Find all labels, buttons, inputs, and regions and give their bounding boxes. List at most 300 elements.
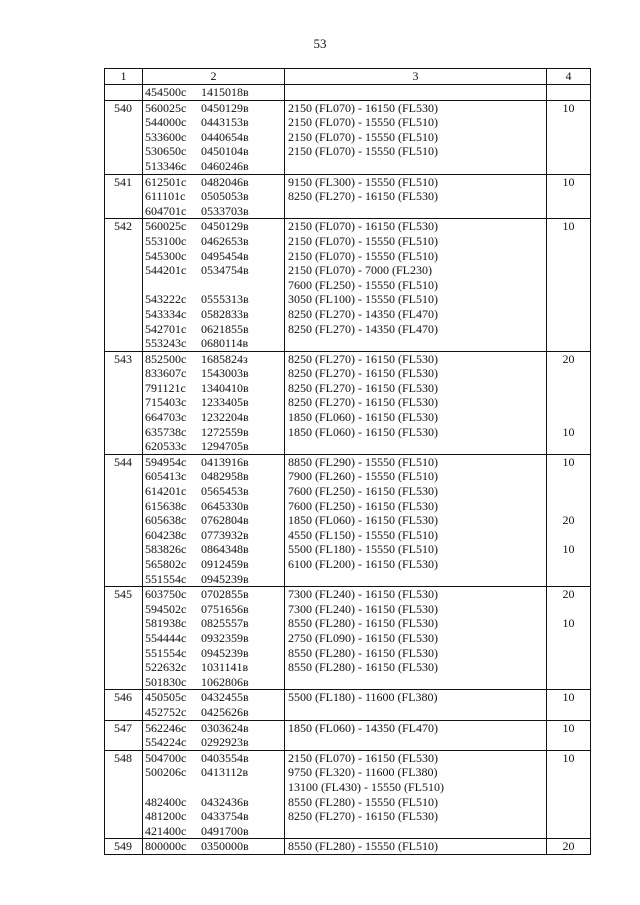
latitude-code: 551554c bbox=[145, 571, 187, 586]
altitude-range-cell bbox=[285, 587, 547, 690]
latitude-code: 554224c bbox=[145, 735, 187, 750]
value bbox=[547, 572, 590, 587]
latitude-code: 513346c bbox=[145, 158, 187, 173]
coordinate-line bbox=[143, 395, 284, 410]
latitude-code: 635738c bbox=[145, 424, 187, 439]
row-number-cell bbox=[105, 100, 143, 174]
latitude-code: 544201c bbox=[145, 263, 187, 278]
altitude-range-cell bbox=[285, 720, 547, 750]
altitude-range: 8250 (FL270) - 16150 (FL530) bbox=[288, 809, 438, 824]
altitude-range bbox=[285, 336, 546, 351]
coordinate-line bbox=[143, 721, 284, 736]
coordinate-line bbox=[143, 219, 284, 234]
coordinate-line bbox=[143, 513, 284, 528]
value bbox=[547, 395, 590, 410]
value bbox=[547, 144, 590, 159]
longitude-code: 0702855в bbox=[201, 587, 249, 602]
coordinate-line bbox=[143, 484, 284, 499]
altitude-range-cell bbox=[285, 454, 547, 586]
longitude-code: 1062806в bbox=[201, 674, 249, 689]
value-cell bbox=[547, 720, 591, 750]
longitude-code: 0945239в bbox=[201, 645, 249, 660]
altitude-range: 7600 (FL250) - 15550 (FL510) bbox=[288, 277, 438, 292]
altitude-range: 8250 (FL270) - 16150 (FL530) bbox=[288, 380, 438, 395]
coordinates-cell bbox=[143, 839, 285, 855]
altitude-range-cell bbox=[285, 219, 547, 351]
longitude-code: 1340410в bbox=[201, 380, 249, 395]
longitude-code: 1272559в bbox=[201, 424, 249, 439]
altitude-range: 7300 (FL240) - 16150 (FL530) bbox=[288, 601, 438, 616]
latitude-code: 551554c bbox=[145, 645, 187, 660]
coordinate-line bbox=[143, 765, 284, 780]
value bbox=[547, 366, 590, 381]
value bbox=[547, 765, 590, 780]
longitude-code: 1232204в bbox=[201, 410, 249, 425]
coordinate-line bbox=[143, 292, 284, 307]
coordinates-cell bbox=[143, 587, 285, 690]
row-number: 547 bbox=[114, 720, 132, 735]
longitude-code: 0945239в bbox=[201, 571, 249, 586]
coordinate-line bbox=[143, 159, 284, 174]
value: 10 bbox=[562, 454, 575, 469]
altitude-range: 2150 (FL070) - 16150 (FL530) bbox=[288, 750, 438, 765]
value bbox=[547, 795, 590, 810]
column-header-2: 2 bbox=[143, 69, 285, 85]
latitude-code: 852500c bbox=[145, 351, 187, 366]
table-row bbox=[105, 219, 591, 351]
latitude-code: 583826c bbox=[145, 542, 187, 557]
value: 20 bbox=[562, 513, 575, 528]
value bbox=[547, 263, 590, 278]
coordinate-line bbox=[143, 751, 284, 766]
altitude-range-cell bbox=[285, 750, 547, 839]
row-number: 543 bbox=[114, 351, 132, 366]
value: 20 bbox=[562, 839, 575, 854]
value bbox=[547, 159, 590, 174]
latitude-code: 500206c bbox=[145, 765, 187, 780]
longitude-code: 0413916в bbox=[201, 454, 249, 469]
latitude-code: 421400c bbox=[145, 823, 187, 838]
altitude-range-cell bbox=[285, 690, 547, 720]
latitude-code: 800000c bbox=[145, 839, 187, 854]
altitude-range: 8250 (FL270) - 16150 (FL530) bbox=[288, 189, 438, 204]
value bbox=[547, 322, 590, 337]
altitude-range: 8550 (FL280) - 16150 (FL530) bbox=[288, 660, 438, 675]
altitude-range bbox=[285, 735, 546, 750]
longitude-code: 0645330в bbox=[201, 498, 249, 513]
longitude-code: 0680114в bbox=[201, 336, 249, 351]
coordinate-line bbox=[143, 809, 284, 824]
longitude-code: 1294705в bbox=[201, 439, 249, 454]
altitude-range: 2150 (FL070) - 15550 (FL510) bbox=[288, 144, 438, 159]
coordinates-cell bbox=[143, 690, 285, 720]
longitude-code: 0460246в bbox=[201, 158, 249, 173]
latitude-code: 612501c bbox=[145, 174, 187, 189]
coordinate-line bbox=[143, 189, 284, 204]
altitude-range: 5500 (FL180) - 11600 (FL380) bbox=[288, 690, 438, 705]
altitude-range: 1850 (FL060) - 16150 (FL530) bbox=[288, 410, 438, 425]
altitude-range bbox=[285, 675, 546, 690]
value bbox=[547, 410, 590, 425]
coordinate-line bbox=[143, 144, 284, 159]
row-number-cell bbox=[105, 351, 143, 454]
row-number: 541 bbox=[114, 174, 132, 189]
row-number: 545 bbox=[114, 587, 132, 602]
row-number: 540 bbox=[114, 100, 132, 115]
longitude-code: 0433754в bbox=[201, 809, 249, 824]
value: 10 bbox=[562, 424, 575, 439]
row-number-cell bbox=[105, 839, 143, 855]
altitude-range: 8250 (FL270) - 14350 (FL470) bbox=[288, 306, 438, 321]
coordinate-line bbox=[143, 410, 284, 425]
value-cell bbox=[547, 219, 591, 351]
value: 10 bbox=[562, 616, 575, 631]
altitude-range bbox=[285, 439, 546, 454]
latitude-code: 543334c bbox=[145, 306, 187, 321]
value bbox=[547, 249, 590, 264]
row-number: 542 bbox=[114, 219, 132, 234]
latitude-code: 504700c bbox=[145, 750, 187, 765]
latitude-code: 614201c bbox=[145, 484, 187, 499]
value: 20 bbox=[562, 587, 575, 602]
altitude-range: 8550 (FL280) - 15550 (FL510) bbox=[288, 794, 438, 809]
longitude-code: 1031141в bbox=[201, 660, 249, 675]
longitude-code: 0505053в bbox=[201, 189, 249, 204]
longitude-code: 0413112в bbox=[201, 765, 249, 780]
latitude-code: 554444c bbox=[145, 630, 187, 645]
altitude-range: 8550 (FL280) - 16150 (FL530) bbox=[288, 645, 438, 660]
value bbox=[547, 780, 590, 795]
coordinate-line bbox=[143, 278, 284, 293]
coordinate-line bbox=[143, 631, 284, 646]
coordinate-line bbox=[143, 263, 284, 278]
latitude-code: 615638c bbox=[145, 498, 187, 513]
coordinate-line bbox=[143, 824, 284, 839]
longitude-code: 0450104в bbox=[201, 144, 249, 159]
value bbox=[547, 85, 590, 100]
row-number-cell bbox=[105, 174, 143, 219]
altitude-range: 1850 (FL060) - 16150 (FL530) bbox=[288, 424, 438, 439]
latitude-code: 450505c bbox=[145, 690, 187, 705]
latitude-code: 545300c bbox=[145, 248, 187, 263]
coordinate-line bbox=[143, 307, 284, 322]
altitude-range bbox=[285, 572, 546, 587]
longitude-code: 0432455в bbox=[201, 690, 249, 705]
latitude-code: 833607c bbox=[145, 366, 187, 381]
altitude-range: 8250 (FL270) - 14350 (FL470) bbox=[288, 321, 438, 336]
latitude-code: 533600c bbox=[145, 129, 187, 144]
latitude-code: 452752c bbox=[145, 704, 187, 719]
coordinate-line bbox=[143, 366, 284, 381]
latitude-code: 611101c bbox=[145, 189, 186, 204]
altitude-range: 3050 (FL100) - 15550 (FL510) bbox=[288, 292, 438, 307]
value bbox=[547, 278, 590, 293]
coordinate-line bbox=[143, 735, 284, 750]
altitude-range: 7600 (FL250) - 16150 (FL530) bbox=[288, 498, 438, 513]
altitude-range: 8250 (FL270) - 16150 (FL530) bbox=[288, 395, 438, 410]
row-number-cell bbox=[105, 690, 143, 720]
value bbox=[547, 499, 590, 514]
value bbox=[547, 809, 590, 824]
value-cell bbox=[547, 454, 591, 586]
coordinates-cell bbox=[143, 85, 285, 101]
longitude-code: 0825557в bbox=[201, 616, 249, 631]
latitude-code: 482400c bbox=[145, 794, 187, 809]
altitude-range: 2150 (FL070) - 16150 (FL530) bbox=[288, 100, 438, 115]
latitude-code: 560025c bbox=[145, 219, 187, 234]
altitude-range: 2150 (FL070) - 15550 (FL510) bbox=[288, 129, 438, 144]
coordinate-line bbox=[143, 101, 284, 116]
value-cell bbox=[547, 839, 591, 855]
row-number: 549 bbox=[114, 839, 132, 854]
altitude-range: 5500 (FL180) - 15550 (FL510) bbox=[288, 542, 438, 557]
altitude-range bbox=[285, 85, 546, 100]
latitude-code: 604238c bbox=[145, 527, 187, 542]
value bbox=[547, 528, 590, 543]
longitude-code: 0864348в bbox=[201, 542, 249, 557]
value bbox=[547, 660, 590, 675]
longitude-code: 0555313в bbox=[201, 292, 249, 307]
altitude-range: 8850 (FL290) - 15550 (FL510) bbox=[288, 454, 438, 469]
coordinate-line bbox=[143, 780, 284, 795]
coordinate-line bbox=[143, 322, 284, 337]
row-number-cell bbox=[105, 219, 143, 351]
coordinate-line bbox=[143, 675, 284, 690]
value bbox=[547, 705, 590, 720]
column-header-3: 3 bbox=[285, 69, 547, 85]
column-header-4: 4 bbox=[547, 69, 591, 85]
longitude-code: 0440654в bbox=[201, 129, 249, 144]
latitude-code: 603750c bbox=[145, 587, 187, 602]
row-number-cell bbox=[105, 587, 143, 690]
coordinates-cell bbox=[143, 219, 285, 351]
value-cell bbox=[547, 351, 591, 454]
table-row bbox=[105, 839, 591, 855]
coordinate-line bbox=[143, 660, 284, 675]
altitude-range: 2150 (FL070) - 16150 (FL530) bbox=[288, 219, 438, 234]
column-header-1: 1 bbox=[105, 69, 143, 85]
coordinate-line bbox=[143, 499, 284, 514]
altitude-range: 4550 (FL150) - 15550 (FL510) bbox=[288, 527, 438, 542]
altitude-range: 8550 (FL280) - 16150 (FL530) bbox=[288, 616, 438, 631]
longitude-code: 0482958в bbox=[201, 469, 249, 484]
coordinate-line bbox=[143, 602, 284, 617]
altitude-range: 9750 (FL320) - 11600 (FL380) bbox=[288, 765, 438, 780]
latitude-code: 791121c bbox=[145, 380, 186, 395]
altitude-range: 8550 (FL280) - 15550 (FL510) bbox=[288, 839, 438, 854]
longitude-code: 1543003в bbox=[201, 366, 249, 381]
latitude-code: 605638c bbox=[145, 513, 187, 528]
value bbox=[547, 735, 590, 750]
altitude-range: 1850 (FL060) - 14350 (FL470) bbox=[288, 720, 438, 735]
altitude-range: 8250 (FL270) - 16150 (FL530) bbox=[288, 351, 438, 366]
latitude-code: 605413c bbox=[145, 469, 187, 484]
table-row bbox=[105, 85, 591, 101]
value bbox=[547, 646, 590, 661]
value bbox=[547, 189, 590, 204]
altitude-range: 1850 (FL060) - 16150 (FL530) bbox=[288, 513, 438, 528]
row-number: 546 bbox=[114, 690, 132, 705]
coordinate-line bbox=[143, 439, 284, 454]
coordinate-line bbox=[143, 572, 284, 587]
coordinate-line bbox=[143, 204, 284, 219]
latitude-code: 715403c bbox=[145, 395, 187, 410]
value bbox=[547, 234, 590, 249]
value-cell bbox=[547, 100, 591, 174]
longitude-code: 1233405в bbox=[201, 395, 249, 410]
altitude-range: 9150 (FL300) - 15550 (FL510) bbox=[288, 174, 438, 189]
coordinate-line bbox=[143, 336, 284, 351]
longitude-code: 0443153в bbox=[201, 115, 249, 130]
longitude-code: 0491700в bbox=[201, 823, 249, 838]
altitude-range: 6100 (FL200) - 16150 (FL530) bbox=[288, 557, 438, 571]
row-number-cell bbox=[105, 85, 143, 101]
header-row bbox=[105, 69, 591, 85]
altitude-range-cell bbox=[285, 85, 547, 101]
table-body bbox=[105, 85, 591, 855]
longitude-code: 1685824з bbox=[201, 351, 248, 366]
longitude-code: 0762804в bbox=[201, 513, 249, 528]
value: 20 bbox=[562, 351, 575, 366]
longitude-code: 0403554в bbox=[201, 750, 249, 765]
coordinate-line bbox=[143, 115, 284, 130]
table-row bbox=[105, 351, 591, 454]
latitude-code: 553243c bbox=[145, 336, 187, 351]
latitude-code: 562246c bbox=[145, 720, 187, 735]
value: 10 bbox=[562, 219, 575, 234]
value bbox=[547, 631, 590, 646]
coordinate-line bbox=[143, 352, 284, 367]
coordinate-line bbox=[143, 557, 284, 572]
coordinate-line bbox=[143, 469, 284, 484]
value-cell bbox=[547, 690, 591, 720]
coordinates-cell bbox=[143, 720, 285, 750]
longitude-code: 0533703в bbox=[201, 203, 249, 218]
altitude-range: 2150 (FL070) - 15550 (FL510) bbox=[288, 115, 438, 130]
coordinates-cell bbox=[143, 750, 285, 839]
altitude-range: 2150 (FL070) - 15550 (FL510) bbox=[288, 248, 438, 263]
longitude-code: 0292923в bbox=[201, 735, 249, 750]
altitude-range bbox=[285, 705, 546, 720]
table-row bbox=[105, 750, 591, 839]
longitude-code: 0932359в bbox=[201, 630, 249, 645]
latitude-code: 543222c bbox=[145, 292, 187, 307]
value bbox=[547, 204, 590, 219]
latitude-code: 565802c bbox=[145, 557, 187, 571]
latitude-code: 501830c bbox=[145, 674, 187, 689]
coordinate-line bbox=[143, 542, 284, 557]
value bbox=[547, 557, 590, 572]
coordinate-line bbox=[143, 130, 284, 145]
coordinate-line bbox=[143, 85, 284, 100]
coordinate-line bbox=[143, 705, 284, 720]
value-cell bbox=[547, 85, 591, 101]
row-number: 544 bbox=[114, 454, 132, 469]
coordinate-line bbox=[143, 249, 284, 264]
airspace-table bbox=[104, 68, 591, 855]
coordinate-line bbox=[143, 690, 284, 705]
value bbox=[547, 336, 590, 351]
value: 10 bbox=[562, 542, 575, 557]
value: 10 bbox=[562, 100, 575, 115]
value bbox=[547, 824, 590, 839]
longitude-code: 0303624в bbox=[201, 720, 249, 735]
longitude-code: 0621855в bbox=[201, 321, 249, 336]
longitude-code: 0350000в bbox=[201, 839, 249, 854]
value bbox=[547, 381, 590, 396]
value-cell bbox=[547, 174, 591, 219]
table-row bbox=[105, 720, 591, 750]
altitude-range: 13100 (FL430) - 15550 (FL510) bbox=[288, 779, 444, 794]
coordinate-line bbox=[143, 839, 284, 854]
coordinates-cell bbox=[143, 351, 285, 454]
altitude-range: 8250 (FL270) - 16150 (FL530) bbox=[288, 366, 438, 381]
table-row bbox=[105, 454, 591, 586]
row-number: 548 bbox=[114, 750, 132, 765]
longitude-code: 0462653в bbox=[201, 233, 249, 248]
value bbox=[547, 307, 590, 322]
coordinate-line bbox=[143, 528, 284, 543]
latitude-code: 560025c bbox=[145, 100, 187, 115]
value bbox=[547, 484, 590, 499]
longitude-code: 0582833в bbox=[201, 306, 249, 321]
latitude-code: 544000c bbox=[145, 115, 187, 130]
table-row bbox=[105, 174, 591, 219]
row-number-cell bbox=[105, 750, 143, 839]
value: 10 bbox=[562, 174, 575, 189]
table-row bbox=[105, 100, 591, 174]
value bbox=[547, 469, 590, 484]
latitude-code: 542701c bbox=[145, 321, 187, 336]
page-number: 53 bbox=[313, 36, 327, 51]
longitude-code: 0565453в bbox=[201, 484, 249, 499]
altitude-range bbox=[285, 824, 546, 839]
value-cell bbox=[547, 587, 591, 690]
longitude-code: 0773932в bbox=[201, 527, 249, 542]
latitude-code: 553100c bbox=[145, 233, 187, 248]
longitude-code: 0450129в bbox=[201, 219, 249, 234]
altitude-range-cell bbox=[285, 100, 547, 174]
value bbox=[547, 292, 590, 307]
coordinate-line bbox=[143, 425, 284, 440]
value-cell bbox=[547, 750, 591, 839]
altitude-range: 7300 (FL240) - 16150 (FL530) bbox=[288, 587, 438, 602]
value: 10 bbox=[562, 690, 575, 705]
latitude-code: 594502c bbox=[145, 601, 187, 616]
altitude-range-cell bbox=[285, 839, 547, 855]
latitude-code: 522632c bbox=[145, 660, 187, 675]
value bbox=[547, 675, 590, 690]
coordinates-cell bbox=[143, 100, 285, 174]
coordinate-line bbox=[143, 587, 284, 602]
latitude-code: 664703c bbox=[145, 410, 187, 425]
longitude-code: 0482046в bbox=[201, 174, 249, 189]
latitude-code: 620533c bbox=[145, 439, 187, 454]
coordinate-line bbox=[143, 175, 284, 190]
row-number-cell bbox=[105, 720, 143, 750]
longitude-code: 0751656в bbox=[201, 601, 249, 616]
value bbox=[547, 439, 590, 454]
longitude-code: 0912459в bbox=[201, 557, 249, 571]
row-number bbox=[105, 85, 142, 100]
coordinates-cell bbox=[143, 174, 285, 219]
longitude-code: 0450129в bbox=[201, 100, 249, 115]
value bbox=[547, 130, 590, 145]
latitude-code: 481200c bbox=[145, 809, 187, 824]
longitude-code: 0425626в bbox=[201, 704, 249, 719]
coordinate-line bbox=[143, 795, 284, 810]
latitude-code: 454500c bbox=[145, 85, 187, 99]
